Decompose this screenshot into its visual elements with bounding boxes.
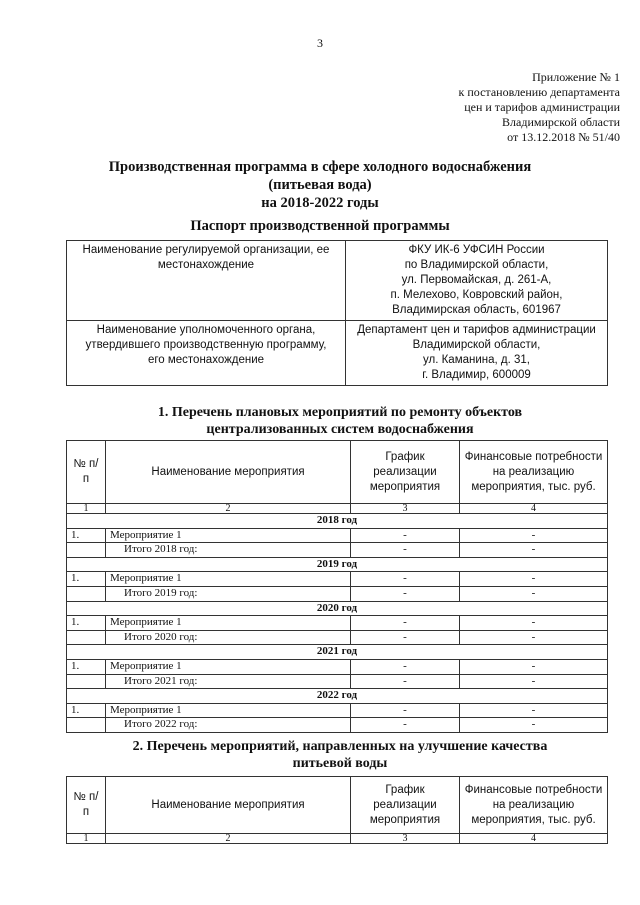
year-row	[67, 601, 608, 616]
item-schedule: -	[351, 616, 460, 631]
total-number	[67, 586, 106, 601]
item-schedule: -	[351, 703, 460, 718]
col-header-finance: Финансовые потребности на реализацию мероприятия, тыс. руб.	[460, 777, 608, 834]
total-schedule: -	[351, 630, 460, 645]
section1-table	[66, 440, 608, 733]
col-header-num: № п/п	[67, 441, 106, 504]
total-label: Итого 2020 год:	[106, 630, 351, 645]
section1-title	[100, 404, 580, 438]
col-header-name: Наименование мероприятия	[106, 777, 351, 834]
cell-text: п. Мелехово, Ковровский район,	[390, 289, 563, 301]
passport-row	[67, 321, 608, 386]
column-number-row	[67, 504, 608, 514]
col-number: 2	[106, 504, 351, 514]
item-number: 1.	[67, 703, 106, 718]
item-schedule: -	[351, 572, 460, 587]
passport-cell-label	[67, 321, 346, 386]
cell-text: Наименование уполномоченного органа,	[96, 324, 316, 336]
col-number: 1	[67, 504, 106, 514]
document-title	[40, 158, 600, 212]
table-row	[67, 572, 608, 587]
year-label: 2020 год	[67, 601, 608, 616]
table-header-row	[67, 777, 608, 834]
total-label: Итого 2018 год:	[106, 543, 351, 558]
col-number: 4	[460, 504, 608, 514]
passport-cell-value	[346, 321, 608, 386]
table-row	[67, 703, 608, 718]
col-number: 4	[460, 834, 608, 844]
passport-cell-label	[67, 241, 346, 321]
total-finance: -	[460, 630, 608, 645]
total-label: Итого 2019 год:	[106, 586, 351, 601]
year-row	[67, 689, 608, 704]
cell-text: по Владимирской области,	[404, 259, 549, 271]
col-header-schedule: График реализации мероприятия	[351, 441, 460, 504]
total-finance: -	[460, 674, 608, 689]
year-label: 2018 год	[67, 514, 608, 529]
col-number: 3	[351, 504, 460, 514]
title-line: Производственная программа в сфере холодного водоснабжения	[108, 159, 532, 175]
total-finance: -	[460, 543, 608, 558]
total-row	[67, 718, 608, 733]
total-schedule: -	[351, 718, 460, 733]
total-finance: -	[460, 586, 608, 601]
cell-text: местонахождение	[157, 259, 255, 271]
section2-title	[100, 738, 580, 772]
total-finance: -	[460, 718, 608, 733]
table-header-row	[67, 441, 608, 504]
appendix-line: к постановлению департамента	[458, 85, 620, 99]
item-finance: -	[460, 703, 608, 718]
item-finance: -	[460, 572, 608, 587]
item-number: 1.	[67, 572, 106, 587]
total-label: Итого 2021 год:	[106, 674, 351, 689]
total-schedule: -	[351, 586, 460, 601]
col-header-name: Наименование мероприятия	[106, 441, 351, 504]
col-number: 2	[106, 834, 351, 844]
table-row	[67, 659, 608, 674]
item-name: Мероприятие 1	[106, 572, 351, 587]
section-title-line: 2. Перечень мероприятий, направленных на улучшение качества	[132, 739, 548, 754]
total-number	[67, 674, 106, 689]
cell-text: г. Владимир, 600009	[422, 369, 531, 381]
appendix-line: Приложение № 1	[532, 70, 620, 84]
year-row	[67, 514, 608, 529]
col-header-num: № п/п	[67, 777, 106, 834]
cell-text: ул. Первомайская, д. 261-А,	[401, 274, 552, 286]
total-row	[67, 630, 608, 645]
item-finance: -	[460, 616, 608, 631]
item-number: 1.	[67, 616, 106, 631]
year-label: 2022 год	[67, 689, 608, 704]
total-row	[67, 543, 608, 558]
total-row	[67, 674, 608, 689]
appendix-line: цен и тарифов администрации	[464, 100, 620, 114]
item-name: Мероприятие 1	[106, 703, 351, 718]
cell-text: Наименование регулируемой организации, ее	[82, 244, 330, 256]
table-row	[67, 616, 608, 631]
cell-text: утвердившего производственную программу,	[85, 339, 327, 351]
item-name: Мероприятие 1	[106, 616, 351, 631]
appendix-line: от 13.12.2018 № 51/40	[507, 130, 620, 144]
col-header-schedule: График реализации мероприятия	[351, 777, 460, 834]
passport-table	[66, 240, 608, 386]
cell-text: ул. Каманина, д. 31,	[423, 354, 530, 366]
cell-text: ФКУ ИК-6 УФСИН России	[408, 244, 545, 256]
total-number	[67, 718, 106, 733]
column-number-row	[67, 834, 608, 844]
item-number: 1.	[67, 528, 106, 543]
section-title-line: питьевой воды	[292, 756, 388, 771]
col-number: 1	[67, 834, 106, 844]
year-label: 2021 год	[67, 645, 608, 660]
cell-text: Владимирская область, 601967	[392, 304, 561, 316]
total-schedule: -	[351, 674, 460, 689]
section-title-line: централизованных систем водоснабжения	[206, 422, 474, 437]
table-row	[67, 528, 608, 543]
year-row	[67, 645, 608, 660]
item-name: Мероприятие 1	[106, 659, 351, 674]
total-number	[67, 543, 106, 558]
section-title-line: 1. Перечень плановых мероприятий по ремонту объектов	[157, 405, 523, 420]
passport-cell-value	[346, 241, 608, 321]
total-row	[67, 586, 608, 601]
cell-text: Департамент цен и тарифов администрации	[357, 324, 596, 336]
year-label: 2019 год	[67, 557, 608, 572]
total-schedule: -	[351, 543, 460, 558]
title-line: на 2018-2022 годы	[261, 195, 379, 211]
appendix-line: Владимирской области	[502, 115, 620, 129]
cell-text: его местонахождение	[147, 354, 265, 366]
col-number: 3	[351, 834, 460, 844]
passport-title: Паспорт производственной программы	[190, 218, 450, 234]
appendix-block	[380, 70, 620, 145]
title-line: (питьевая вода)	[268, 177, 372, 193]
item-number: 1.	[67, 659, 106, 674]
item-schedule: -	[351, 659, 460, 674]
passport-row	[67, 241, 608, 321]
section2-table	[66, 776, 608, 844]
item-finance: -	[460, 528, 608, 543]
cell-text: Владимирской области,	[412, 339, 541, 351]
item-name: Мероприятие 1	[106, 528, 351, 543]
page-number: 3	[317, 36, 323, 50]
year-row	[67, 557, 608, 572]
total-number	[67, 630, 106, 645]
col-header-finance: Финансовые потребности на реализацию мероприятия, тыс. руб.	[460, 441, 608, 504]
item-finance: -	[460, 659, 608, 674]
total-label: Итого 2022 год:	[106, 718, 351, 733]
item-schedule: -	[351, 528, 460, 543]
